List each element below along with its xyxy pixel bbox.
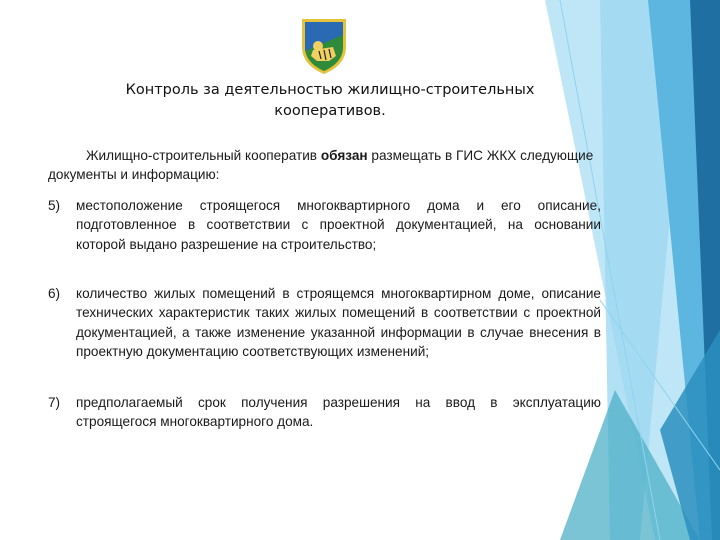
- list-item-6: [48, 284, 601, 361]
- list-item-5: [48, 196, 601, 254]
- list-item-text: предполагаемый срок получения разрешения на ввод в эксплуатацию строящегося многоквартирного дома.: [76, 395, 601, 430]
- list-item-number: 7): [48, 395, 61, 410]
- list-item-text: местоположение строящегося многоквартирного дома и его описание, подготовленное в соответствии с проектной документацией, на основании которой выдано разрешение на строительство;: [76, 198, 601, 252]
- intro-paragraph: [48, 146, 601, 184]
- list-item: [48, 393, 601, 432]
- list-item: [48, 196, 601, 254]
- list-item-number: 6): [48, 286, 61, 301]
- coat-of-arms-icon: [299, 17, 349, 75]
- intro-text-after: размещать в ГИС ЖКХ следующие документы и информацию:: [48, 148, 594, 182]
- slide-title: [80, 80, 580, 122]
- list-item: [48, 284, 601, 361]
- intro-text-before: Жилищно-строительный кооператив: [86, 148, 321, 163]
- intro-bold-word: обязан: [320, 148, 368, 163]
- title-line-1: Контроль за деятельностью жилищно-строительных: [125, 82, 535, 98]
- list-item-7: [48, 393, 601, 432]
- list-item-number: 5): [48, 198, 61, 213]
- title-line-2: кооперативов.: [274, 103, 386, 119]
- list-item-text: количество жилых помещений в строящемся многоквартирном доме, описание технических характеристик таких жилых помещений в соответствии с проектной документацией, а также изменение указанной информации в случае внесения в проектную документацию соответствующих изменений;: [76, 286, 601, 359]
